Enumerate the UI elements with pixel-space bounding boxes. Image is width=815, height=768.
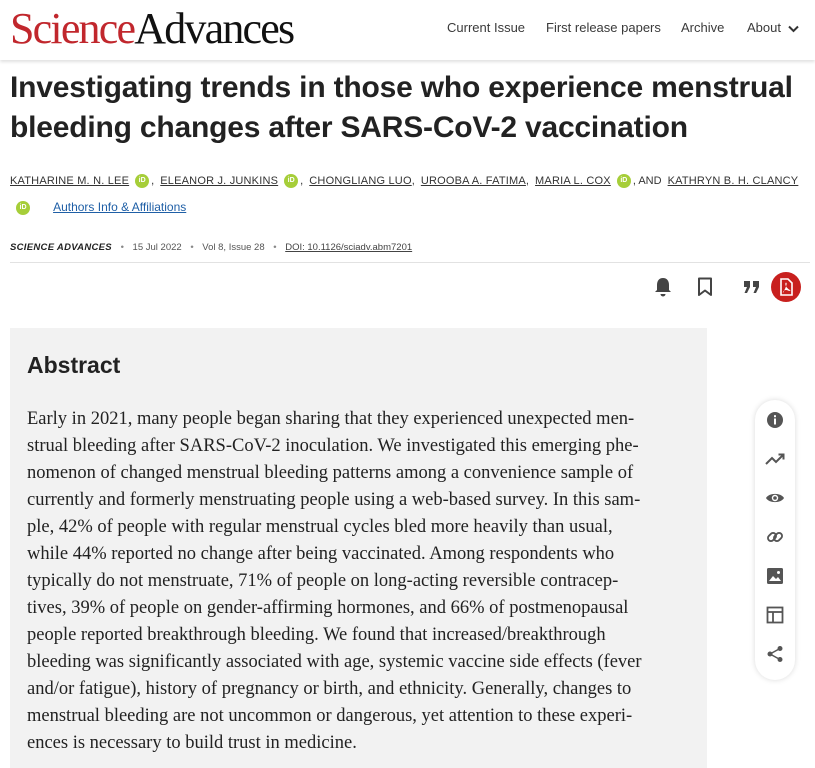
orcid-icon[interactable]: iD — [16, 201, 30, 215]
logo-advances: Advances — [134, 4, 294, 53]
author-list — [10, 168, 800, 221]
eye-icon — [765, 491, 785, 505]
meta-separator: • — [273, 242, 277, 253]
abstract-line: nomenon of changed menstrual bleeding patterns among a convenience sample of — [27, 463, 634, 483]
link-icon — [766, 528, 784, 546]
author-separator: , AND — [632, 175, 662, 187]
abstract-line: typically do not menstruate, 71% of people on long-acting reversible contracep- — [27, 571, 619, 591]
abstract-line: tives, 39% of people on gender-affirming hormones, and 66% of postmenopausal — [27, 598, 629, 618]
logo-science: Science — [10, 4, 135, 53]
author-name[interactable]: KATHRYN B. H. CLANCY — [667, 175, 799, 187]
author-name[interactable]: MARIA L. COX — [535, 175, 611, 187]
author-name[interactable]: ELEANOR J. JUNKINS — [160, 175, 279, 187]
nav-current-issue[interactable]: Current Issue — [447, 20, 526, 35]
author-separator: , — [411, 175, 415, 187]
site-header — [0, 0, 815, 60]
abstract-line: currently and formerly menstruating people using a web-based survey. In this sam- — [27, 490, 641, 510]
bookmark-icon — [697, 277, 713, 297]
author-separator: , — [525, 175, 529, 187]
abstract-line: menstrual bleeding are not uncommon or dangerous, yet attention to these experi- — [27, 706, 633, 726]
view-button[interactable] — [763, 486, 787, 510]
side-tools-rail — [755, 400, 795, 680]
alert-button[interactable] — [648, 272, 678, 302]
meta-separator: • — [120, 242, 124, 253]
orcid-icon[interactable]: iD — [617, 174, 631, 188]
pdf-icon — [778, 278, 794, 296]
bookmark-button[interactable] — [690, 272, 720, 302]
figures-button[interactable] — [763, 564, 787, 588]
doi-link[interactable]: DOI: 10.1126/sciadv.abm7201 — [285, 242, 413, 253]
divider — [10, 262, 810, 263]
orcid-icon[interactable]: iD — [135, 174, 149, 188]
orcid-icon[interactable]: iD — [284, 174, 298, 188]
site-logo[interactable] — [10, 6, 293, 52]
nav-about-label: About — [747, 20, 781, 35]
quote-icon — [743, 280, 761, 294]
author-name[interactable]: UROOBA A. FATIMA — [420, 175, 526, 187]
abstract-line: people reported breakthrough bleeding. We found that increased/breakthrough — [27, 625, 606, 645]
abstract-text — [27, 406, 692, 757]
author-name[interactable]: CHONGLIANG LUO — [309, 175, 412, 187]
volume-issue[interactable]: Vol 8, Issue 28 — [202, 242, 265, 253]
author-name[interactable]: KATHARINE M. N. LEE — [10, 175, 130, 187]
meta-separator: • — [190, 242, 194, 253]
abstract-section — [10, 328, 707, 768]
authors-info-link[interactable]: Authors Info & Affiliations — [53, 200, 187, 214]
nav-about[interactable] — [747, 20, 799, 35]
link-button[interactable] — [763, 525, 787, 549]
info-icon — [766, 411, 784, 429]
abstract-line: while 44% reported no change after being vaccinated. Among respondents who — [27, 544, 615, 564]
abstract-line: Early in 2021, many people began sharing that they experienced unexpected men- — [27, 409, 635, 429]
trending-icon — [765, 452, 785, 466]
info-button[interactable] — [763, 408, 787, 432]
article-meta — [10, 242, 412, 253]
share-icon — [766, 645, 784, 663]
image-icon — [766, 567, 784, 585]
nav-first-release-papers[interactable]: First release papers — [546, 20, 661, 35]
cite-button[interactable] — [737, 272, 767, 302]
abstract-line: ences is necessary to build trust in medicine. — [27, 733, 357, 753]
bell-icon — [654, 277, 672, 297]
table-icon — [766, 606, 784, 624]
share-button[interactable] — [763, 642, 787, 666]
tables-button[interactable] — [763, 603, 787, 627]
abstract-heading: Abstract — [27, 352, 121, 378]
abstract-line: ple, 42% of people with regular menstrual cycles bled more heavily than usual, — [27, 517, 613, 537]
pdf-button[interactable] — [771, 272, 801, 302]
abstract-line: and/or fatigue), history of pregnancy or birth, and ethnicity. Generally, changes to — [27, 679, 632, 699]
abstract-line: bleeding was significantly associated with age, systemic vaccine side effects (fever — [27, 652, 642, 672]
article-title: Investigating trends in those who experience menstrual bleeding changes after SARS-CoV-2 vaccination — [10, 71, 793, 144]
nav-archive[interactable]: Archive — [681, 20, 725, 35]
journal-name[interactable]: SCIENCE ADVANCES — [10, 242, 112, 253]
author-separator: , — [151, 175, 155, 187]
author-separator: , — [300, 175, 304, 187]
publication-date: 15 Jul 2022 — [132, 242, 182, 253]
abstract-line: strual bleeding after SARS-CoV-2 inoculation. We investigated this emerging phe- — [27, 436, 639, 456]
chevron-down-icon — [788, 25, 799, 33]
metrics-button[interactable] — [763, 447, 787, 471]
